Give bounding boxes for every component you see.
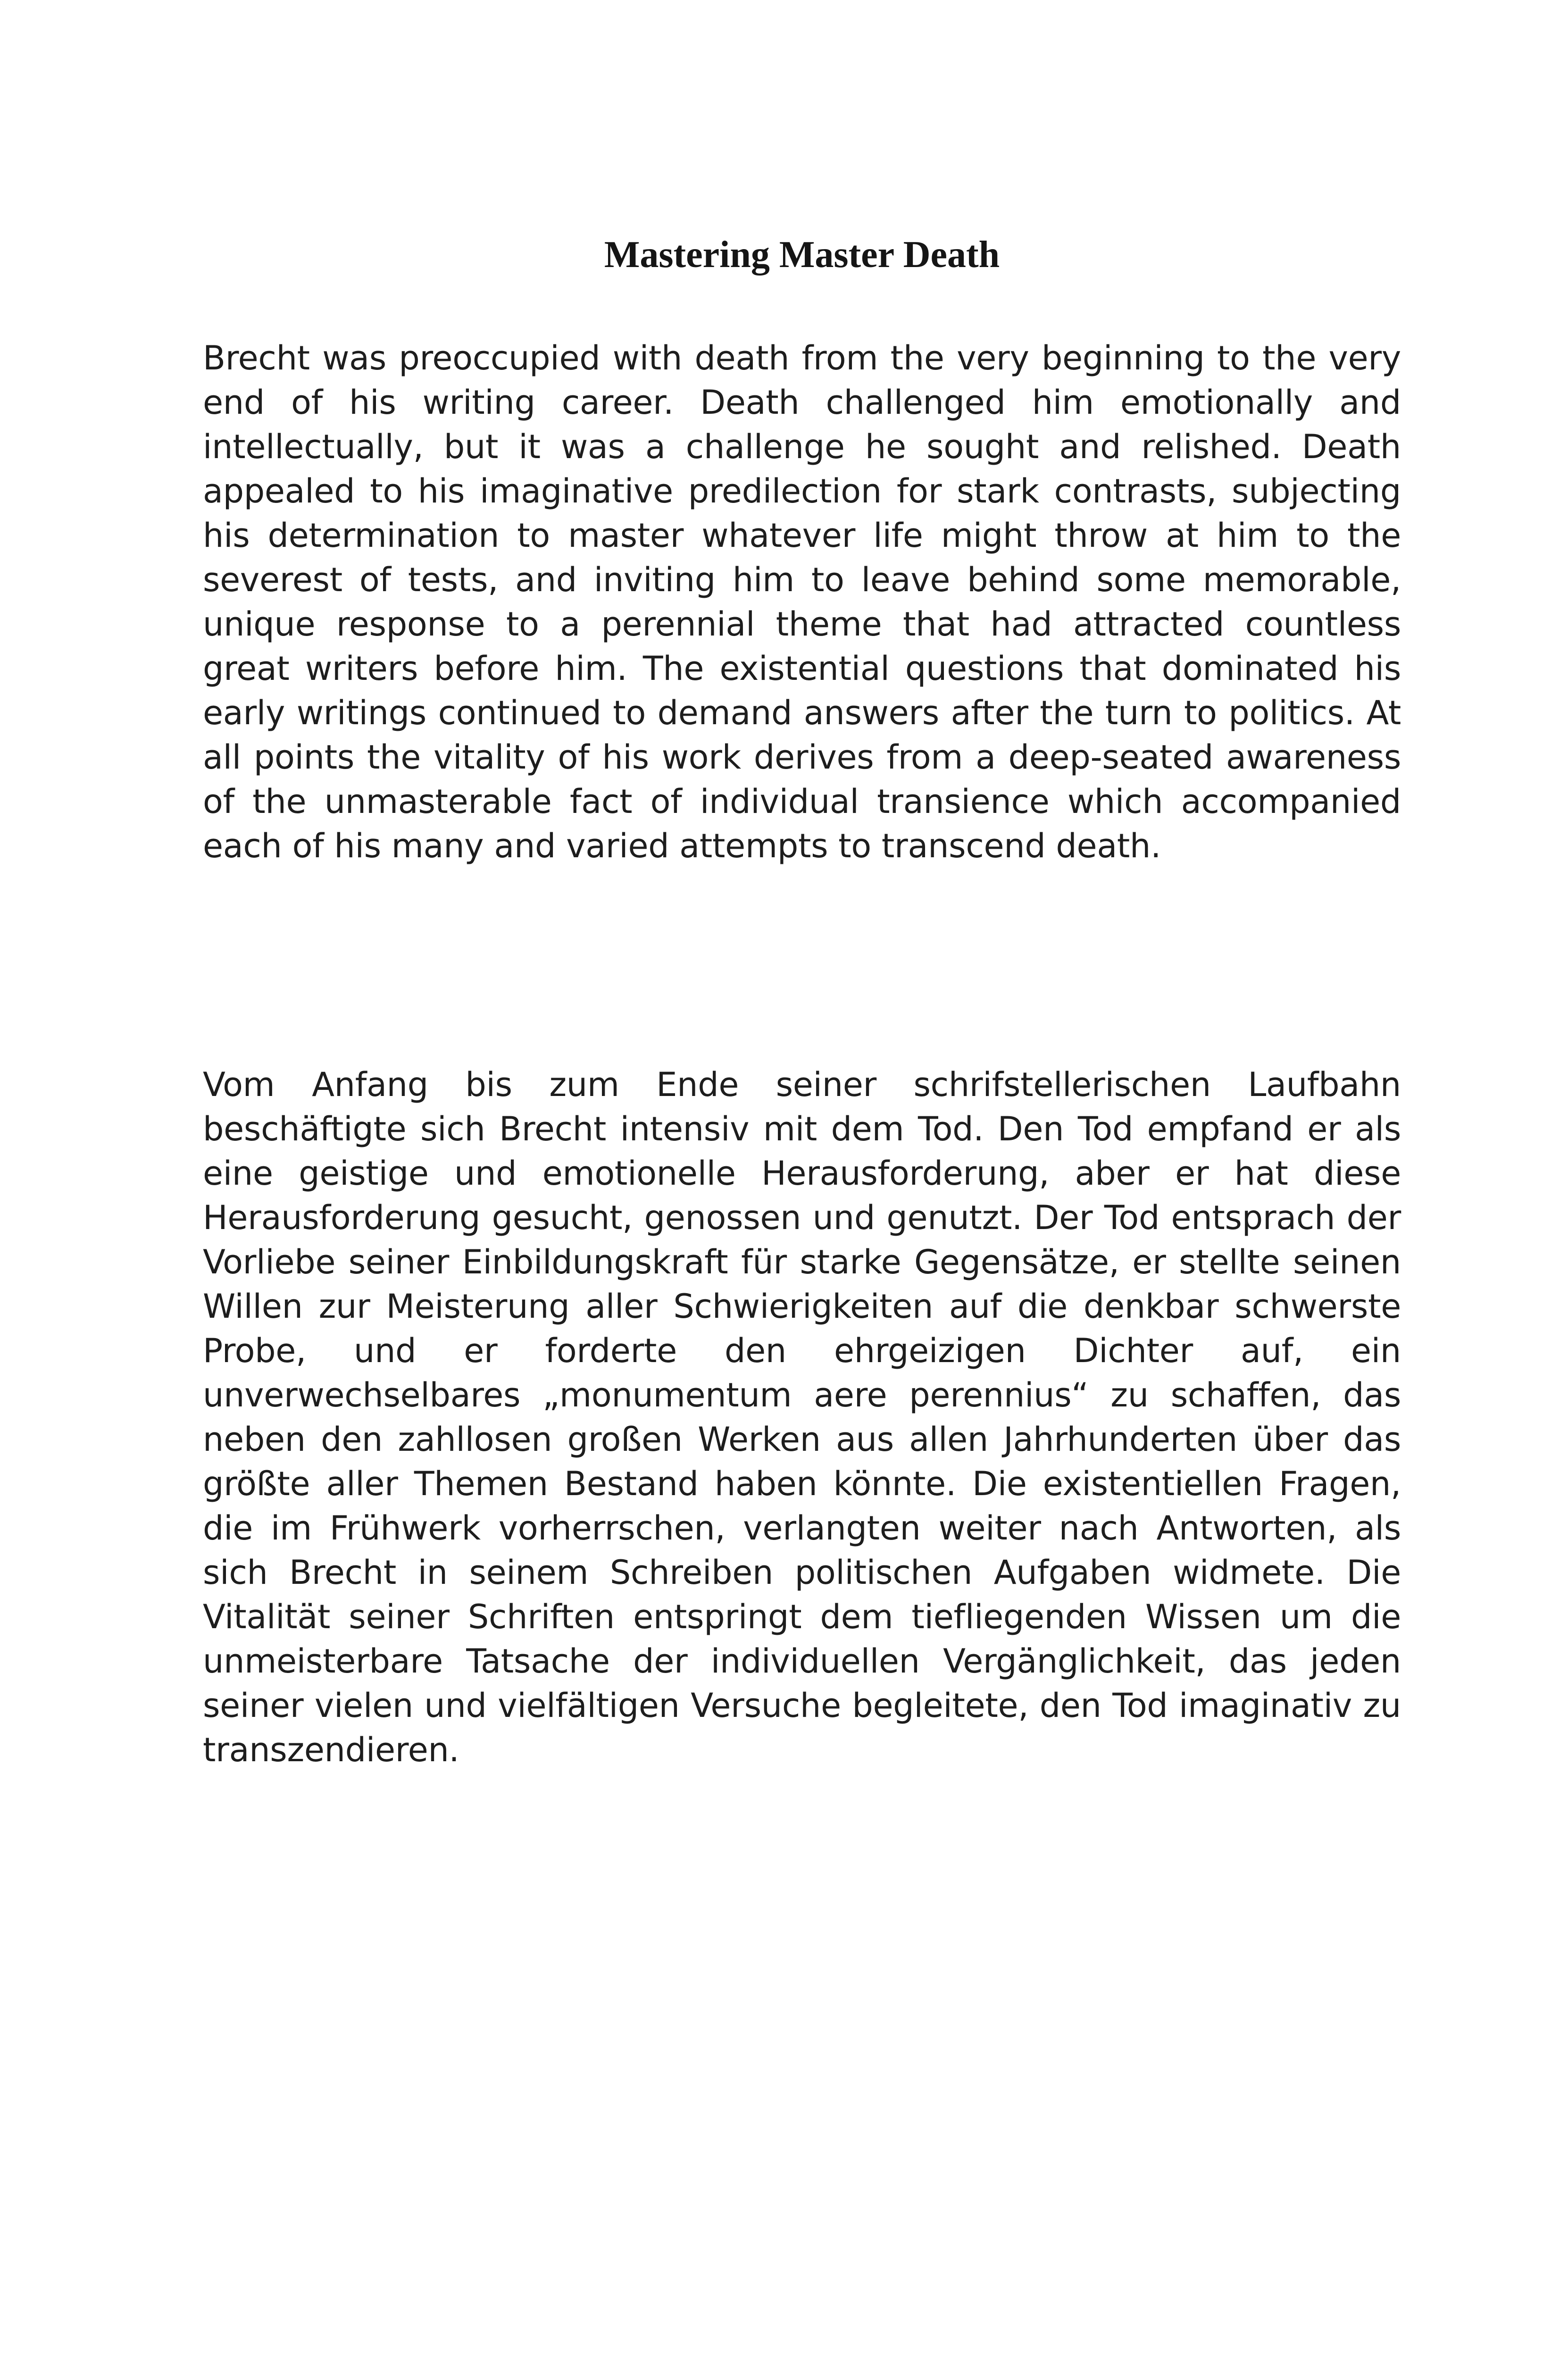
english-abstract-paragraph: Brecht was preoccupied with death from the very beginning to the very end of his writing career. Death challenged him emotionally and intellectually, but it was a challenge he sought and relished. Death appealed to his imaginative predilection for stark contrasts, subjecting his determination to master whatever life might throw at him to the severest of tests, and inviting him to leave behind some memorable, unique response to a perennial theme that had attracted countless great writers before him. The existential questions that dominated his early writings continued to demand answers after the turn to politics. At all points the vitality of his work derives from a deep-seated awareness of the unmasterable fact of individual transience which accompanied each of his many and varied attempts to transcend death. <box>203 339 1401 865</box>
page-title: Mastering Master Death <box>604 234 1000 276</box>
german-abstract-paragraph: Vom Anfang bis zum Ende seiner schrifstellerischen Laufbahn beschäftigte sich Brecht intensiv mit dem Tod. Den Tod empfand er als eine geistige und emotionelle Herausforderung, aber er hat diese Herausforderung gesucht, genossen und genutzt. Der Tod entsprach der Vorliebe seiner Einbildungskraft für starke Gegensätze, er stellte seinen Willen zur Meisterung aller Schwierigkeiten auf die denkbar schwerste Probe, und er forderte den ehrgeizigen Dichter auf, ein unverwechselbares „monumentum aere perennius“ zu schaffen, das neben den zahllosen großen Werken aus allen Jahrhunderten über das größte aller Themen Bestand haben könnte. Die existentiellen Fragen, die im Frühwerk vorherrschen, verlangten weiter nach Antworten, als sich Brecht in seinem Schreiben politischen Aufgaben widmete. Die Vitalität seiner Schriften entspringt dem tiefliegenden Wissen um die unmeisterbare Tatsache der individuellen Vergänglichkeit, das jeden seiner vielen und vielfältigen Versuche begleitete, den Tod imaginativ zu transzendieren. <box>203 1065 1401 1769</box>
